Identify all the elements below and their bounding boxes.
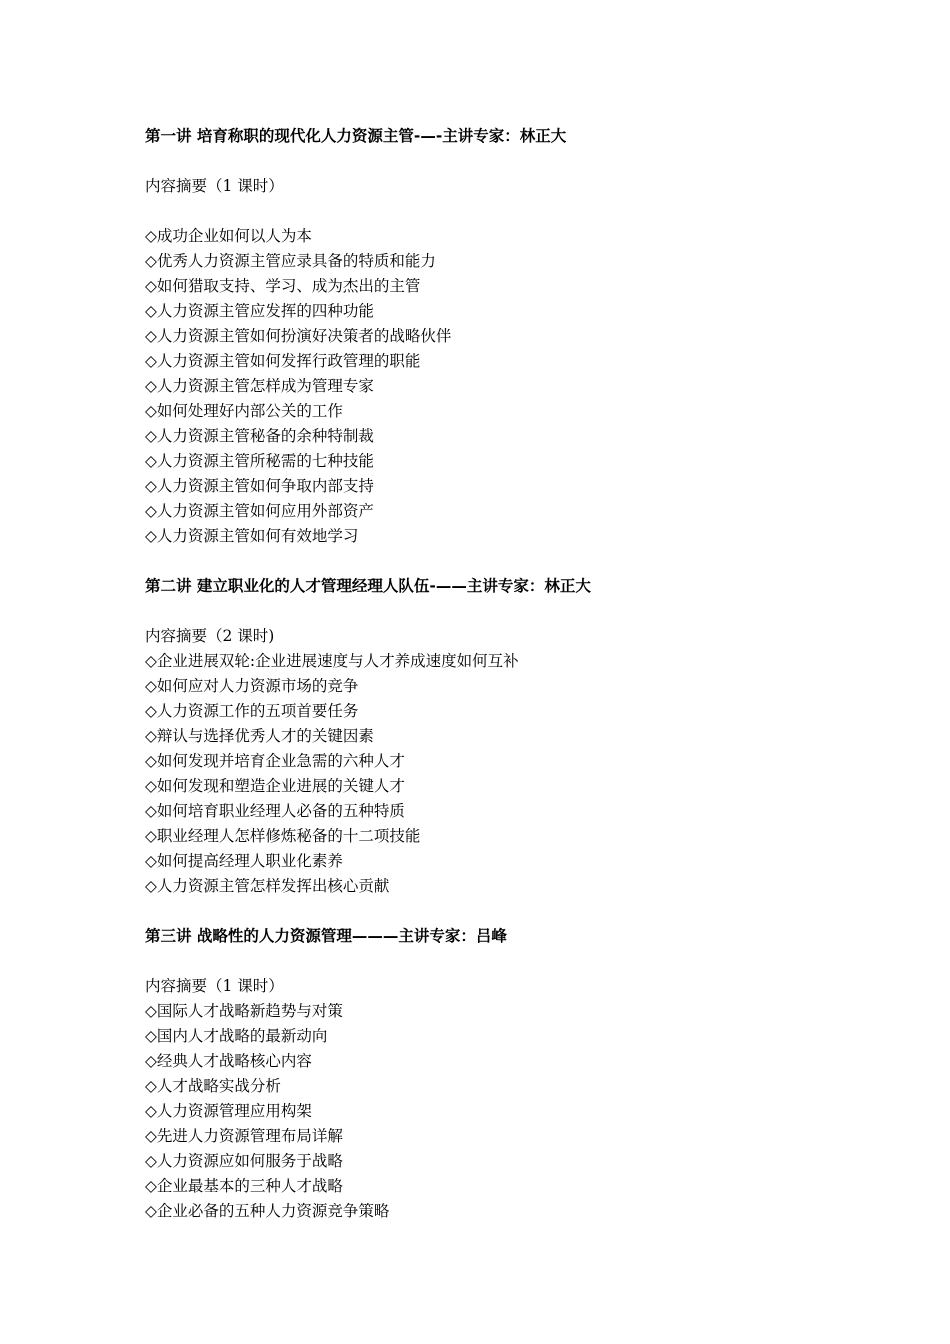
lecture-section-1: [145, 124, 905, 574]
lecture-title: 第一讲 培育称职的现代化人力资源主管-—-主讲专家：林正大: [145, 127, 567, 145]
list-item: ◇人力资源主管如何应用外部资产: [145, 502, 374, 520]
list-item: ◇人力资源主管应发挥的四种功能: [145, 302, 374, 320]
list-item: ◇职业经理人怎样修炼秘备的十二项技能: [145, 827, 421, 845]
list-item: ◇人力资源主管如何有效地学习: [145, 527, 359, 545]
list-item: ◇优秀人力资源主管应录具备的特质和能力: [145, 252, 436, 270]
list-item: ◇国际人才战略新趋势与对策: [145, 1002, 343, 1020]
summary-label: 内容摘要（1 课时）: [145, 977, 284, 995]
summary-label: 内容摘要（1 课时）: [145, 177, 284, 195]
spacer: [145, 549, 905, 574]
list-item: ◇人力资源工作的五项首要任务: [145, 702, 359, 720]
lecture-section-2: [145, 574, 905, 924]
spacer: [145, 199, 905, 224]
list-item: ◇如何发现和塑造企业进展的关键人才: [145, 777, 405, 795]
list-item: ◇如何处理好内部公关的工作: [145, 402, 343, 420]
list-item: ◇如何猎取支持、学习、成为杰出的主管: [145, 277, 421, 295]
list-item: ◇人力资源主管所秘需的七种技能: [145, 452, 374, 470]
list-item: ◇人力资源管理应用构架: [145, 1102, 312, 1120]
list-item: ◇人才战略实战分析: [145, 1077, 281, 1095]
topic-list: [145, 224, 905, 549]
list-item: ◇成功企业如何以人为本: [145, 227, 312, 245]
lecture-title: 第三讲 战略性的人力资源管理———主讲专家：吕峰: [145, 927, 507, 945]
list-item: ◇如何发现并培育企业急需的六种人才: [145, 752, 405, 770]
spacer: [145, 599, 905, 624]
summary-label: 内容摘要（2 课时): [145, 627, 275, 645]
spacer: [145, 899, 905, 924]
list-item: ◇辩认与选择优秀人才的关键因素: [145, 727, 374, 745]
lecture-section-3: [145, 924, 905, 1224]
list-item: ◇人力资源主管如何争取内部支持: [145, 477, 374, 495]
list-item: ◇如何培育职业经理人必备的五种特质: [145, 802, 405, 820]
spacer: [145, 149, 905, 174]
list-item: ◇企业必备的五种人力资源竞争策略: [145, 1202, 390, 1220]
list-item: ◇人力资源主管如何发挥行政管理的职能: [145, 352, 421, 370]
list-item: ◇人力资源主管怎样发挥出核心贡献: [145, 877, 390, 895]
list-item: ◇如何应对人力资源市场的竞争: [145, 677, 359, 695]
list-item: ◇人力资源主管秘备的余种特制裁: [145, 427, 374, 445]
list-item: ◇先进人力资源管理布局详解: [145, 1127, 343, 1145]
spacer: [145, 949, 905, 974]
list-item: ◇企业最基本的三种人才战略: [145, 1177, 343, 1195]
list-item: ◇企业进展双轮:企业进展速度与人才养成速度如何互补: [145, 652, 519, 670]
topic-list: [145, 999, 905, 1224]
document-page: [145, 124, 905, 1224]
lecture-title: 第二讲 建立职业化的人才管理经理人队伍-——主讲专家：林正大: [145, 577, 591, 595]
list-item: ◇国内人才战略的最新动向: [145, 1027, 328, 1045]
list-item: ◇人力资源主管如何扮演好决策者的战略伙伴: [145, 327, 452, 345]
list-item: ◇人力资源应如何服务于战略: [145, 1152, 343, 1170]
topic-list: [145, 649, 905, 899]
list-item: ◇人力资源主管怎样成为管理专家: [145, 377, 374, 395]
list-item: ◇经典人才战略核心内容: [145, 1052, 312, 1070]
list-item: ◇如何提高经理人职业化素养: [145, 852, 343, 870]
